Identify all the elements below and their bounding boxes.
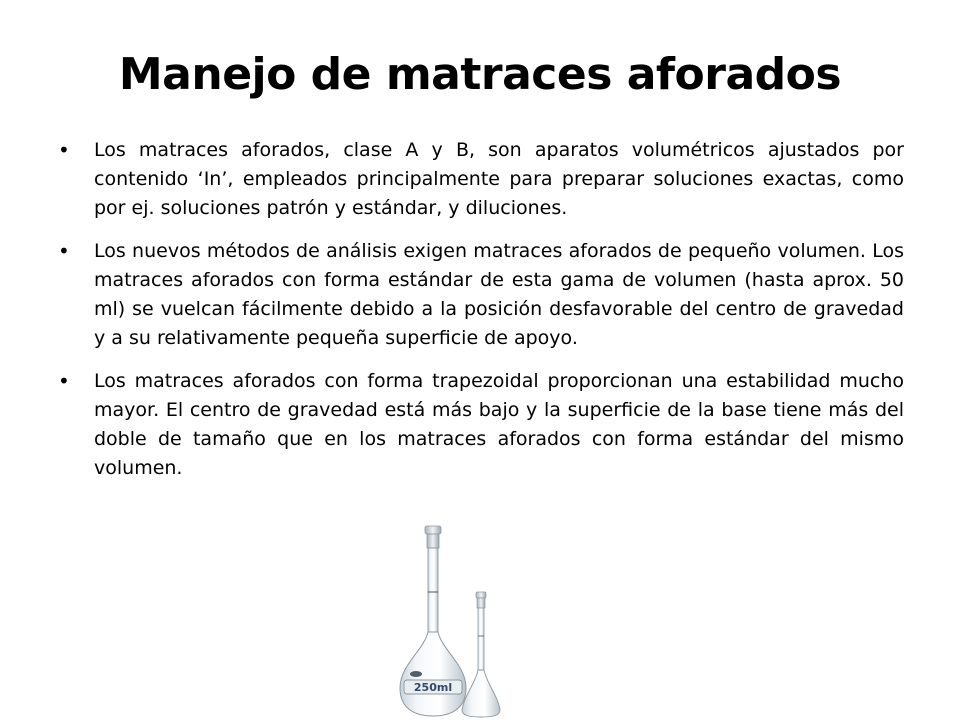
volumetric-flasks-image bbox=[380, 520, 520, 720]
bullet-list bbox=[56, 136, 904, 497]
slide-title: Manejo de matraces aforados bbox=[118, 49, 842, 100]
bullet-item bbox=[56, 237, 904, 353]
bullet-icon: • bbox=[58, 138, 70, 162]
bullet-icon: • bbox=[58, 239, 70, 263]
bullet-icon: • bbox=[58, 369, 70, 393]
small-flask bbox=[462, 592, 500, 717]
flask-volume-label: 250ml bbox=[413, 681, 453, 694]
volumetric-flasks-icon bbox=[380, 520, 520, 720]
bullet-item bbox=[56, 136, 904, 223]
bullet-item bbox=[56, 367, 904, 483]
large-flask bbox=[400, 526, 466, 716]
bullet-text: Los matraces aforados, clase A y B, son aparatos volumétricos ajustados por contenido ‘In’, empleados principalmente para preparar soluciones exactas, como por ej. soluciones patrón y estándar, y diluciones. bbox=[94, 139, 904, 219]
bullet-text: Los matraces aforados con forma trapezoidal proporcionan una estabilidad mucho mayor. El centro de gravedad está más bajo y la superficie de la base tiene más del doble de tamaño que en los matraces aforados con forma estándar del mismo volumen. bbox=[94, 370, 904, 479]
bullet-text: Los nuevos métodos de análisis exigen matraces aforados de pequeño volumen. Los matraces aforados con forma estándar de esta gama de volumen (hasta aprox. 50 ml) se vuelcan fácilmente debido a la posición desfavorable del centro de gravedad y a su relativamente pequeña superficie de apoyo. bbox=[94, 240, 904, 349]
